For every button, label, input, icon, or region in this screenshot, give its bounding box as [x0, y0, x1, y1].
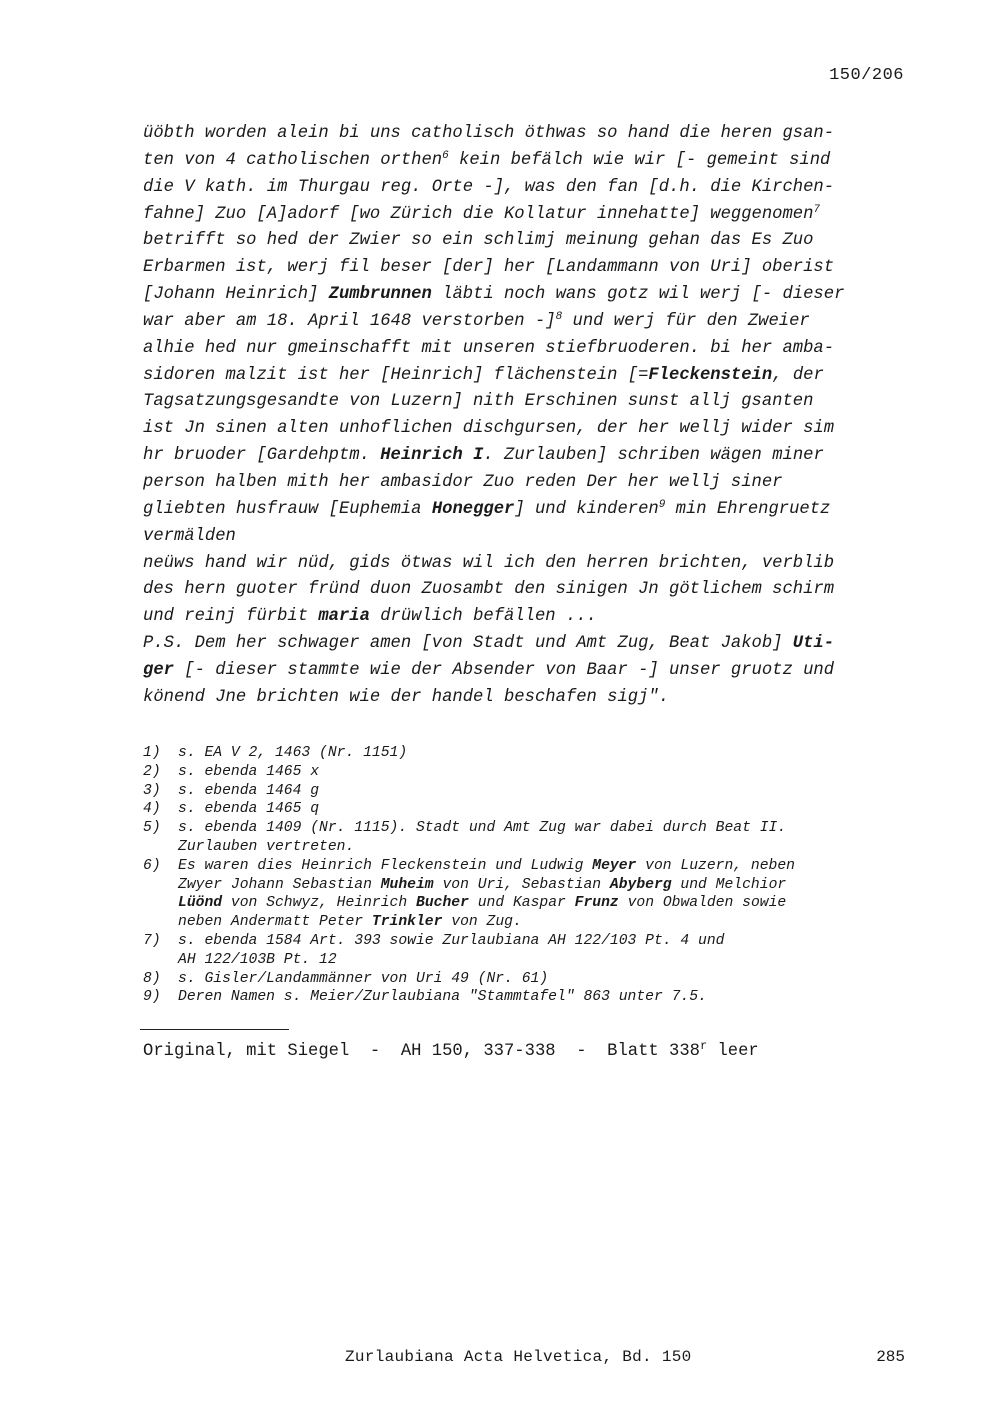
footnote-line	[178, 913, 913, 932]
footnote-number: 8)	[143, 970, 161, 987]
text-segment: ist Jn sinen alten unhoflichen dischgursen, der her wellj wider sim	[143, 419, 835, 439]
text-segment: neüws hand wir nüd, gids ötwas wil ich den herren brichten, verblib	[143, 553, 835, 573]
footnote	[143, 800, 913, 819]
footnote-text	[178, 857, 913, 932]
source-note-end: leer	[707, 1042, 759, 1061]
footnote-text	[178, 744, 913, 763]
bold-name: Muheim	[380, 876, 434, 893]
footnote-number: 2)	[143, 763, 161, 780]
text-segment: [- dieser stammte wie der Absender von Baar -] unser gruotz und	[173, 660, 835, 680]
text-line	[143, 228, 913, 255]
bold-name: Uti-	[792, 634, 835, 654]
text-line	[143, 389, 913, 416]
text-segment: Deren Namen s. Meier/Zurlaubiana "Stammtafel" 863 unter 7.5.	[178, 989, 707, 1006]
text-segment: s. EA V 2, 1463 (Nr. 1151)	[178, 745, 408, 761]
bold-name: Honegger	[431, 499, 515, 519]
text-segment: s. ebenda 1465 q	[178, 801, 320, 818]
footnote-text	[178, 800, 913, 819]
text-line	[143, 148, 913, 175]
text-segment: alhie hed nur gmeinschafft mit unseren stiefbruoderen. bi her amba-	[143, 338, 835, 358]
footnote	[143, 932, 913, 970]
source-note-superscript: r	[699, 1039, 708, 1053]
bold-name: Frunz	[574, 895, 619, 912]
bold-name: Bucher	[416, 895, 469, 912]
footnote-text	[178, 932, 913, 970]
separator-rule	[140, 1029, 289, 1030]
text-segment: von Luzern, neben	[636, 857, 795, 874]
text-line	[143, 551, 913, 578]
footnote	[143, 970, 913, 989]
footnote-number: 3)	[143, 782, 161, 799]
text-segment: könend Jne brichten wie der handel beschafen sigj".	[143, 687, 670, 707]
footnote-line	[178, 857, 913, 876]
text-segment: läbti noch wans gotz wil werj [- dieser	[431, 285, 845, 305]
text-segment: die V kath. im Thurgau reg. Orte -], was den fan [d.h. die Kirchen-	[143, 177, 835, 197]
footnote	[143, 857, 913, 932]
bold-name: maria	[318, 607, 370, 627]
text-line	[143, 658, 913, 685]
text-segment: und Kaspar	[468, 895, 575, 912]
bold-name: Heinrich I	[380, 446, 484, 466]
text-segment: von Uri, Sebastian	[433, 876, 610, 893]
bold-name: Trinkler	[371, 914, 443, 931]
text-segment: Erbarmen ist, werj fil beser [der] her [Landammann von Uri] oberist	[143, 258, 835, 278]
text-segment: und werj für den Zweier	[562, 311, 810, 331]
text-segment: vermälden	[143, 526, 236, 546]
text-line	[143, 497, 913, 524]
bold-name: Lüönd	[178, 895, 223, 912]
text-line	[143, 470, 913, 497]
footnote-line	[178, 819, 913, 838]
text-segment: fahne] Zuo [A]adorf [wo Zürich die Kollatur innehatte] weggenomen	[143, 204, 814, 224]
footnote-line	[178, 763, 913, 782]
footnote-text	[178, 819, 913, 857]
text-segment: [Johann Heinrich]	[143, 285, 329, 305]
text-line	[143, 309, 913, 336]
footnote-line	[178, 988, 913, 1007]
text-line	[143, 363, 913, 390]
footnote	[143, 763, 913, 782]
text-segment: kein befälch wie wir [- gemeint sind	[448, 150, 831, 170]
text-segment: gliebten husfrauw [Euphemia	[143, 499, 432, 519]
text-line	[143, 282, 913, 309]
text-segment: von Schwyz, Heinrich	[222, 895, 416, 912]
letter-body	[143, 121, 913, 712]
text-segment: des hern guoter fründ duon Zuosambt den sinigen Jn götlichem schirm	[143, 580, 835, 600]
bold-name: ger	[143, 660, 174, 680]
footnotes-list	[143, 744, 913, 1007]
text-segment: Es waren dies Heinrich Fleckenstein und Ludwig	[178, 857, 593, 874]
text-segment: Zurlauben vertreten.	[178, 838, 355, 855]
footnote-number: 1)	[143, 745, 161, 761]
text-segment: , der	[772, 365, 824, 385]
text-segment: s. Gisler/Landammänner von Uri 49 (Nr. 61)	[178, 970, 549, 987]
text-segment: P.S. Dem her schwager amen [von Stadt und Amt Zug, Beat Jakob]	[143, 634, 793, 654]
footer-title: Zurlaubiana Acta Helvetica, Bd. 150	[345, 1348, 692, 1366]
text-line	[143, 524, 913, 551]
text-segment: . Zurlauben] schriben wägen miner	[483, 446, 824, 466]
text-segment: s. ebenda 1584 Art. 393 sowie Zurlaubiana AH 122/103 Pt. 4 und	[178, 932, 725, 949]
footnote-line	[178, 800, 913, 819]
footer-page-number: 285	[876, 1348, 905, 1366]
bold-name: Fleckenstein	[648, 365, 773, 385]
footnote-number: 5)	[143, 820, 161, 837]
text-segment: ten von 4 catholischen orthen	[143, 150, 443, 170]
text-line	[143, 631, 913, 658]
text-line	[143, 443, 913, 470]
bold-name: Abyberg	[609, 876, 672, 893]
page-counter: 150/206	[829, 66, 904, 85]
bold-name: Zumbrunnen	[328, 285, 432, 305]
bold-name: Meyer	[592, 857, 637, 874]
text-segment: üöbth worden alein bi uns catholisch öthwas so hand die heren gsan-	[143, 124, 835, 143]
text-segment: min Ehrengruetz	[665, 499, 831, 519]
source-note	[143, 1039, 759, 1061]
text-segment: Zwyer Johann Sebastian	[178, 876, 381, 893]
footnote-line	[178, 894, 913, 913]
text-segment: und reinj fürbit	[143, 607, 319, 627]
text-segment: sidoren malzit ist her [Heinrich] flächenstein [=	[143, 365, 649, 385]
footnote-number: 7)	[143, 932, 161, 949]
footnote-ref: 6	[442, 149, 449, 162]
footnote	[143, 744, 913, 763]
footnote	[143, 782, 913, 801]
footnote-line	[178, 932, 913, 951]
text-segment: von Obwalden sowie	[618, 895, 787, 912]
text-segment: ] und kinderen	[514, 499, 659, 519]
footnote-line	[178, 744, 913, 763]
text-segment: s. ebenda 1464 g	[178, 782, 320, 799]
footnote	[143, 988, 913, 1007]
footnote-ref: 9	[658, 498, 666, 511]
footnote-ref: 7	[813, 203, 821, 216]
text-line	[143, 577, 913, 604]
text-segment: war aber am 18. April 1648 verstorben -]	[143, 311, 556, 331]
text-line	[143, 121, 913, 148]
footnote-number: 4)	[143, 801, 161, 818]
text-line	[143, 202, 913, 229]
text-segment: von Zug.	[442, 914, 522, 931]
footnote	[143, 819, 913, 857]
text-segment: hr bruoder [Gardehptm.	[143, 446, 381, 466]
footnote-text	[178, 782, 913, 801]
text-segment: betrifft so hed der Zwier so ein schlimj meinung gehan das Es Zuo	[143, 231, 814, 251]
footnote-text	[178, 988, 913, 1007]
footnote-number: 9)	[143, 989, 161, 1006]
text-segment: drüwlich befällen ...	[369, 607, 597, 627]
footnote-line	[178, 838, 913, 857]
text-line	[143, 175, 913, 202]
text-segment: und Melchior	[671, 876, 787, 893]
text-segment: neben Andermatt Peter	[178, 914, 372, 931]
footnote-line	[178, 951, 913, 970]
text-line	[143, 416, 913, 443]
text-line	[143, 336, 913, 363]
text-line	[143, 604, 913, 631]
text-segment: s. ebenda 1409 (Nr. 1115). Stadt und Amt Zug war dabei durch Beat II.	[178, 820, 787, 837]
text-line	[143, 255, 913, 282]
footnote-text	[178, 970, 913, 989]
text-segment: AH 122/103B Pt. 12	[178, 951, 337, 968]
text-segment: person halben mith her ambasidor Zuo reden Der her wellj siner	[143, 472, 783, 492]
source-note-text: Original, mit Siegel - AH 150, 337-338 - Blatt 338	[143, 1042, 700, 1061]
footnote-text	[178, 763, 913, 782]
text-segment: Tagsatzungsgesandte von Luzern] nith Erschinen sunst allj gsanten	[143, 392, 814, 412]
footnote-line	[178, 876, 913, 895]
text-line	[143, 685, 913, 712]
footnote-line	[178, 782, 913, 801]
footnote-ref: 8	[555, 310, 563, 323]
footnote-number: 6)	[143, 857, 161, 874]
footnote-line	[178, 970, 913, 989]
text-segment: s. ebenda 1465 x	[178, 763, 320, 780]
